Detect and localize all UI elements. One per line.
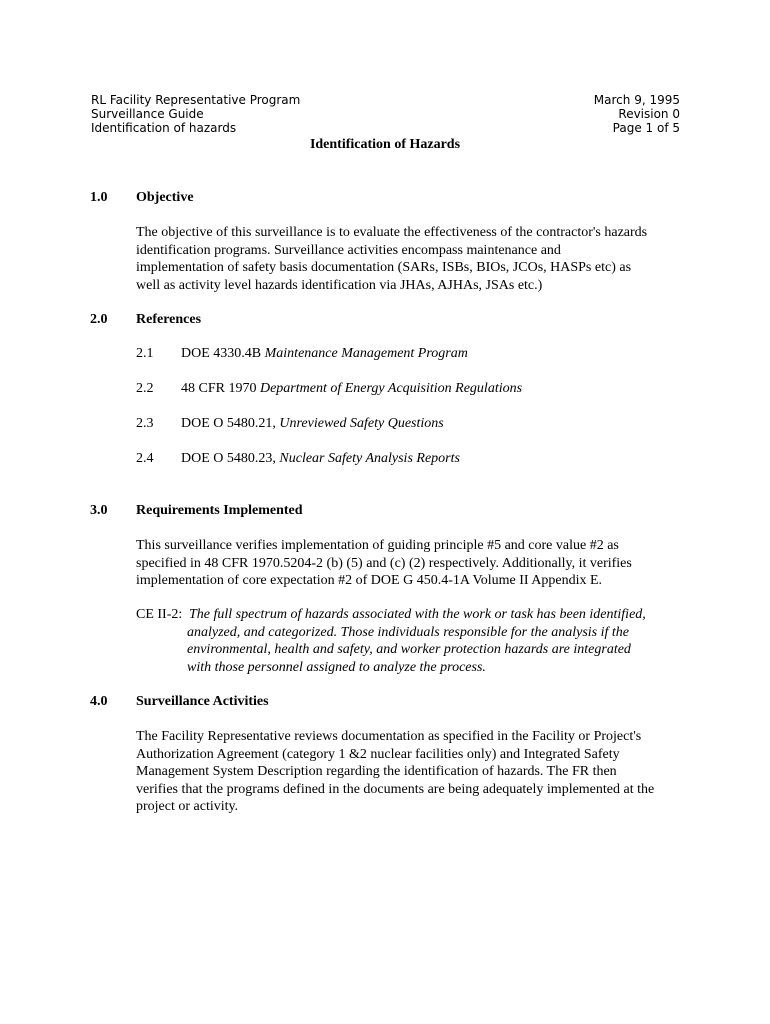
text-line: implementation of core expectation #2 of DOE G 450.4-1A Volume II Appendix E. [136, 573, 603, 588]
text-line: well as activity level hazards identification via JHAs, AJHAs, JSAs etc.) [136, 277, 543, 293]
reference-doc: DOE 4330.4B [181, 346, 265, 361]
reference-number: 2.4 [136, 451, 154, 466]
reference-item [181, 415, 444, 433]
text-line: implementation of safety basis documentation (SARs, ISBs, BIOs, JCOs, HASPs etc) as [136, 260, 632, 275]
reference-doc: DOE O 5480.21, [181, 416, 280, 431]
reference-doc: 48 CFR 1970 [181, 381, 260, 396]
program-name: RL Facility Representative Program [91, 93, 301, 107]
text-line: project or activity. [136, 799, 239, 814]
text-line: specified in 48 CFR 1970.5204-2 (b) (5) and (c) (2) respectively. Additionally, it verifies [136, 555, 632, 571]
reference-item [181, 450, 460, 468]
section-number: 3.0 [90, 503, 108, 518]
reference-item [181, 380, 522, 398]
text-line: Authorization Agreement (category 1 &2 nuclear facilities only) and Integrated Safety [136, 746, 620, 762]
text-line: analyzed, and categorized. Those individuals responsible for the analysis if the [187, 624, 629, 640]
reference-title: Department of Energy Acquisition Regulations [259, 381, 523, 396]
text-line: Management System Description regarding the identification of hazards. The FR then [136, 764, 617, 779]
text-line: The full spectrum of hazards associated with the work or task has been identified, [189, 607, 646, 622]
guide-topic: Identification of hazards [91, 121, 237, 136]
reference-item [181, 345, 468, 363]
section-number: 1.0 [90, 190, 108, 205]
section-number: 4.0 [90, 694, 108, 709]
document-date: March 9, 1995 [593, 93, 680, 107]
section-heading: References [136, 312, 202, 327]
reference-number: 2.3 [136, 416, 154, 431]
objective-paragraph [136, 224, 684, 294]
reference-doc: DOE O 5480.23, [181, 451, 280, 466]
requirements-paragraph [136, 537, 684, 590]
text-line: The objective of this surveillance is to evaluate the effectiveness of the contractor's hazards [136, 225, 648, 240]
header-left [91, 93, 300, 136]
reference-number: 2.2 [136, 381, 154, 396]
text-line: identification programs. Surveillance activities encompass maintenance and [136, 242, 561, 258]
section-heading: Objective [136, 190, 194, 205]
page-number: Page 1 of 5 [612, 121, 680, 136]
reference-number: 2.1 [136, 346, 154, 361]
activities-paragraph [136, 728, 684, 816]
guide-name: Surveillance Guide [91, 107, 204, 122]
text-line: with those personnel assigned to analyze the process. [187, 659, 486, 675]
core-expectation-label: CE II-2: [136, 607, 183, 622]
text-line: verifies that the programs defined in the documents are being adequately implemented at the [136, 781, 655, 797]
revision-number: Revision 0 [618, 107, 680, 122]
section-heading: Requirements Implemented [136, 503, 303, 518]
reference-title: Unreviewed Safety Questions [279, 416, 444, 431]
reference-title: Nuclear Safety Analysis Reports [279, 451, 460, 466]
text-line: The Facility Representative reviews documentation as specified in the Facility or Project's [136, 729, 642, 744]
section-heading: Surveillance Activities [136, 694, 269, 709]
text-line: environmental, health and safety, and worker protection hazards are integrated [187, 642, 631, 657]
text-line: This surveillance verifies implementation of guiding principle #5 and core value #2 as [136, 538, 619, 553]
header-right [594, 93, 680, 136]
reference-title: Maintenance Management Program [264, 346, 468, 361]
document-title: Identification of Hazards [309, 137, 461, 152]
core-expectation-text [187, 606, 687, 676]
section-number: 2.0 [90, 312, 108, 327]
